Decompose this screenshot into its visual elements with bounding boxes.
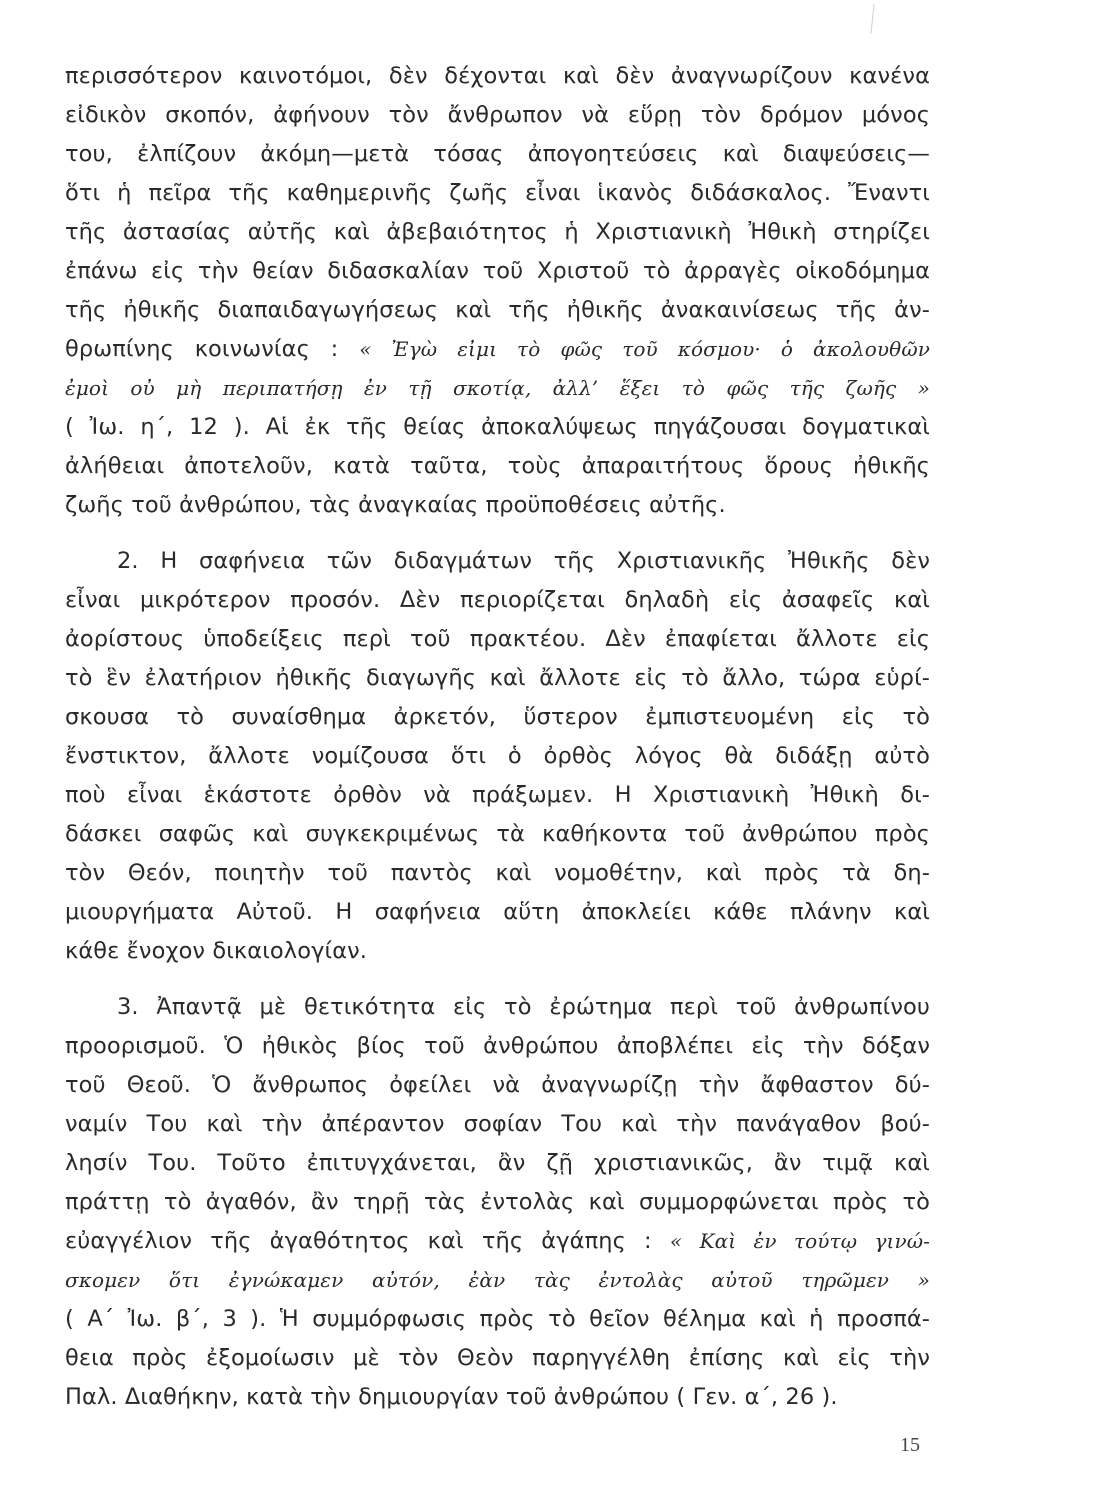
text-line: λησίν Του. Τοῦτο ἐπιτυγχάνεται, ἂν ζῇ χριστιανικῶς, ἂν τιμᾷ καὶ (65, 1150, 930, 1176)
text-line: πράττῃ τὸ ἀγαθόν, ἂν τηρῇ τὰς ἐντολὰς καὶ συμμορφώνεται πρὸς τὸ (65, 1189, 930, 1215)
page-number: 15 (900, 1434, 920, 1456)
scripture-quote: « Ἐγὼ εἰμι τὸ φῶς τοῦ κόσμου· ὁ ἀκολουθῶν (359, 337, 930, 361)
scripture-quote: « Καὶ ἐν τούτῳ γινώ- (669, 1229, 930, 1253)
text-line: ἔνστικτον, ἄλλοτε νομίζουσα ὅτι ὁ ὀρθὸς λόγος θὰ διδάξῃ αὐτὸ (65, 743, 930, 769)
text-line: ζωῆς τοῦ ἀνθρώπου, τὰς ἀναγκαίας προϋποθέσεις αὐτῆς. (65, 492, 726, 518)
text-line: τῆς ἀστασίας αὐτῆς καὶ ἀβεβαιότητος ἡ Χριστιανικὴ Ἠθικὴ στηρίζει (65, 219, 930, 245)
text-line: τὸν Θεόν, ποιητὴν τοῦ παντὸς καὶ νομοθέτην, καὶ πρὸς τὰ δη- (65, 860, 930, 886)
text-line: τὸ ἓν ἐλατήριον ἠθικῆς διαγωγῆς καὶ ἄλλοτε εἰς τὸ ἄλλο, τώρα εὑρί- (65, 665, 930, 691)
text-line: του, ἐλπίζουν ἀκόμη—μετὰ τόσας ἀπογοητεύσεις καὶ διαψεύσεις— (65, 141, 930, 167)
scripture-quote: σκομεν ὅτι ἐγνώκαμεν αὐτόν, ἐὰν τὰς ἐντολὰς αὐτοῦ τηρῶμεν » (65, 1268, 930, 1292)
text-line: μιουργήματα Αὐτοῦ. Η σαφήνεια αὕτη ἀποκλείει κάθε πλάνην καὶ (65, 899, 930, 925)
text-line: εἰδικὸν σκοπόν, ἀφήνουν τὸν ἄνθρωπον νὰ εὕρῃ τὸν δρόμον μόνος (65, 102, 930, 128)
text-line: ναμίν Του καὶ τὴν ἀπέραντον σοφίαν Του καὶ τὴν πανάγαθον βού- (65, 1111, 930, 1137)
text-line: σκουσα τὸ συναίσθημα ἀρκετόν, ὕστερον ἐμπιστευομένη εἰς τὸ (65, 704, 930, 730)
page-edge-mark (870, 4, 877, 34)
text-line: ἀλήθειαι ἀποτελοῦν, κατὰ ταῦτα, τοὺς ἀπαραιτήτους ὅρους ἠθικῆς (65, 453, 930, 479)
text-line (65, 1260, 930, 1300)
text-line: κάθε ἔνοχον δικαιολογίαν. (65, 938, 368, 964)
text-line: περισσότερον καινοτόμοι, δὲν δέχονται καὶ δὲν ἀναγνωρίζουν κανένα (65, 63, 930, 89)
text-line: ( Α΄ Ἰω. β΄, 3 ). Ἡ συμμόρφωσις πρὸς τὸ θεῖον θέλημα καὶ ἡ προσπά- (65, 1306, 930, 1332)
text-line: εὐαγγέλιον τῆς ἀγαθότητος καὶ τῆς ἀγάπης : « Καὶ ἐν τούτῳ γινώ- (65, 1228, 930, 1254)
text-line: ( Ἰω. η΄, 12 ). Αἱ ἐκ τῆς θείας ἀποκαλύψεως πηγάζουσαι δογματικαὶ (65, 414, 930, 440)
text-line: 3. Ἀπαντᾷ μὲ θετικότητα εἰς τὸ ἐρώτημα περὶ τοῦ ἀνθρωπίνου (117, 994, 930, 1020)
text-line: ἀορίστους ὑποδείξεις περὶ τοῦ πρακτέου. Δὲν ἐπαφίεται ἄλλοτε εἰς (65, 626, 930, 652)
text-line: δάσκει σαφῶς καὶ συγκεκριμένως τὰ καθήκοντα τοῦ ἀνθρώπου πρὸς (65, 821, 930, 847)
text-line: 2. Η σαφήνεια τῶν διδαγμάτων τῆς Χριστιανικῆς Ἠθικῆς δὲν (117, 548, 930, 574)
text-line: εἶναι μικρότερον προσόν. Δὲν περιορίζεται δηλαδὴ εἰς ἀσαφεῖς καὶ (65, 587, 930, 613)
text-line: θεια πρὸς ἐξομοίωσιν μὲ τὸν Θεὸν παρηγγέλθη ἐπίσης καὶ εἰς τὴν (65, 1345, 930, 1371)
text-line: ὅτι ἡ πεῖρα τῆς καθημερινῆς ζωῆς εἶναι ἱκανὸς διδάσκαλος. Ἔναντι (65, 180, 930, 206)
text-line: τοῦ Θεοῦ. Ὁ ἄνθρωπος ὀφείλει νὰ ἀναγνωρίζῃ τὴν ἄφθαστον δύ- (65, 1072, 930, 1098)
scripture-quote: ἐμοὶ οὐ μὴ περιπατήσῃ ἐν τῇ σκοτίᾳ, ἀλλ’ ἕξει τὸ φῶς τῆς ζωῆς » (65, 376, 930, 400)
text-line: ποὺ εἶναι ἑκάστοτε ὀρθὸν νὰ πράξωμεν. Η Χριστιανικὴ Ἠθικὴ δι- (65, 782, 930, 808)
text-line: θρωπίνης κοινωνίας : « Ἐγὼ εἰμι τὸ φῶς τοῦ κόσμου· ὁ ἀκολουθῶν (65, 336, 930, 362)
text-line: ἐπάνω εἰς τὴν θείαν διδασκαλίαν τοῦ Χριστοῦ τὸ ἀρραγὲς οἰκοδόμημα (65, 258, 930, 284)
text-line: προορισμοῦ. Ὁ ἠθικὸς βίος τοῦ ἀνθρώπου ἀποβλέπει εἰς τὴν δόξαν (65, 1033, 930, 1059)
text-line: τῆς ἠθικῆς διαπαιδαγωγήσεως καὶ τῆς ἠθικῆς ἀνακαινίσεως τῆς ἀν- (65, 297, 930, 323)
text-line (65, 368, 930, 408)
text-line: Παλ. Διαθήκην, κατὰ τὴν δημιουργίαν τοῦ ἀνθρώπου ( Γεν. α΄, 26 ). (65, 1384, 838, 1410)
